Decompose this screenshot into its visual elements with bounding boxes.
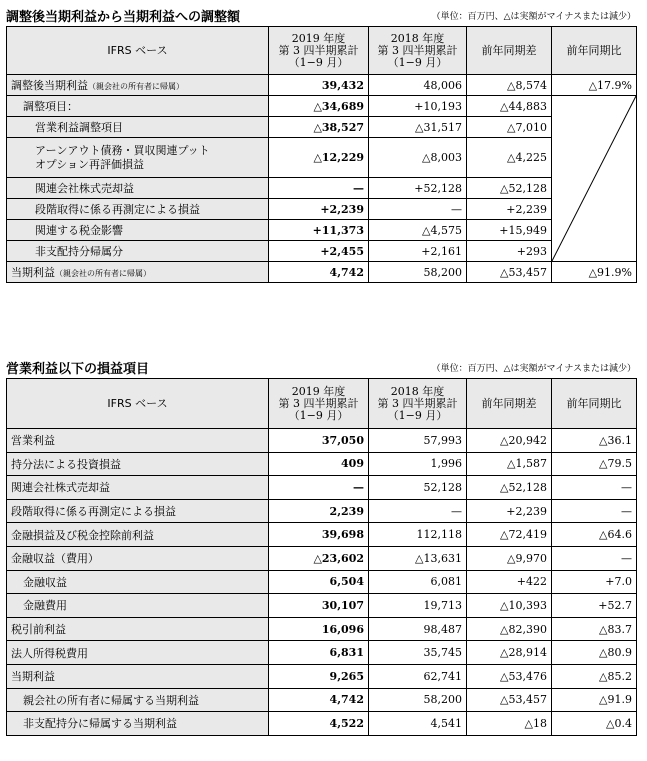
value-2018: 57,993 [369,429,467,453]
non-operating-section [6,356,636,736]
table-row [7,199,637,220]
row-label: 法人所得税費用 [7,641,269,665]
value-2019: 6,831 [269,641,369,665]
value-diff: △44,883 [467,96,552,117]
table-row [7,96,637,117]
value-2018: 1,996 [369,452,467,476]
row-label: 持分法による投資損益 [7,452,269,476]
value-2019: 30,107 [269,594,369,618]
table-row [7,117,637,138]
value-2019: 4,742 [269,262,369,283]
diagonal-cell [552,96,637,262]
row-label: 非支配持分帰属分 [7,241,269,262]
value-diff: +15,949 [467,220,552,241]
row-label: 営業利益 [7,429,269,453]
table-header-row [7,379,637,429]
value-2018: 62,741 [369,664,467,688]
value-2019: △34,689 [269,96,369,117]
header-2018: 2018 年度 第 3 四半期累計 （1−9 月） [369,379,467,429]
value-2018: 58,200 [369,262,467,283]
value-diff: △18 [467,712,552,736]
row-label: 非支配持分に帰属する当期利益 [7,712,269,736]
value-2019: 6,504 [269,570,369,594]
value-ratio: △17.9% [552,75,637,96]
value-2019: 39,432 [269,75,369,96]
table-row [7,712,637,736]
table-row [7,241,637,262]
table-row [7,594,637,618]
table-row [7,138,637,178]
value-2019: 4,742 [269,688,369,712]
header-2019: 2019 年度 第 3 四半期累計 （1−9 月） [269,379,369,429]
value-ratio: +52.7 [552,594,637,618]
header-2018: 2018 年度 第 3 四半期累計 （1−9 月） [369,27,467,75]
table-row [7,499,637,523]
header-ifrs: IFRS ベース [7,379,269,429]
header-2019: 2019 年度 第 3 四半期累計 （1−9 月） [269,27,369,75]
unit-note: （単位：百万円、△は実額がマイナスまたは減少） [431,364,636,374]
row-label: 調整項目： [7,96,269,117]
value-2018: △8,003 [369,138,467,178]
row-label: 当期利益（親会社の所有者に帰属） [7,262,269,283]
section-header [6,356,636,378]
value-2018: 4,541 [369,712,467,736]
value-2018: △31,517 [369,117,467,138]
value-diff: +2,239 [467,499,552,523]
value-2019: 16,096 [269,617,369,641]
table-row [7,688,637,712]
header-ratio: 前年同期比 [552,27,637,75]
value-diff: △53,457 [467,262,552,283]
value-diff: △53,476 [467,664,552,688]
value-ratio: △36.1 [552,429,637,453]
value-ratio: △79.5 [552,452,637,476]
table-row [7,452,637,476]
value-diff: +293 [467,241,552,262]
row-label: 金融費用 [7,594,269,618]
value-diff: △52,128 [467,476,552,500]
value-diff: △82,390 [467,617,552,641]
section-title: 調整後当期利益から当期利益への調整額 [6,10,241,25]
value-diff: △4,225 [467,138,552,178]
table-row [7,75,637,96]
value-ratio: △0.4 [552,712,637,736]
table-row [7,641,637,665]
value-diff: △1,587 [467,452,552,476]
value-2019: 39,698 [269,523,369,547]
section-title: 営業利益以下の損益項目 [6,362,150,377]
row-label: 親会社の所有者に帰属する当期利益 [7,688,269,712]
value-ratio: — [552,476,637,500]
row-label: 金融収益（費用） [7,546,269,570]
value-2019: △23,602 [269,546,369,570]
value-ratio: — [552,546,637,570]
value-2019: 37,050 [269,429,369,453]
value-diff: △72,419 [467,523,552,547]
value-2019: △38,527 [269,117,369,138]
value-diff: +2,239 [467,199,552,220]
value-2019: 409 [269,452,369,476]
value-diff: △7,010 [467,117,552,138]
table-row [7,570,637,594]
value-2018: 19,713 [369,594,467,618]
value-ratio: △80.9 [552,641,637,665]
value-2019: +11,373 [269,220,369,241]
value-2018: 35,745 [369,641,467,665]
value-2018: 52,128 [369,476,467,500]
value-ratio: △91.9 [552,688,637,712]
value-diff: △20,942 [467,429,552,453]
value-2019: +2,239 [269,199,369,220]
row-label: 金融損益及び税金控除前利益 [7,523,269,547]
adjustment-table [6,26,637,283]
row-label: 調整後当期利益（親会社の所有者に帰属） [7,75,269,96]
value-ratio: △91.9% [552,262,637,283]
row-label: 金融収益 [7,570,269,594]
value-diff: △10,393 [467,594,552,618]
value-2019: +2,455 [269,241,369,262]
header-ratio: 前年同期比 [552,379,637,429]
value-diff: △8,574 [467,75,552,96]
row-label: 段階取得に係る再測定による損益 [7,499,269,523]
value-ratio: △83.7 [552,617,637,641]
table-row [7,664,637,688]
value-ratio: △85.2 [552,664,637,688]
value-2018: +52,128 [369,178,467,199]
value-ratio: +7.0 [552,570,637,594]
header-diff: 前年同期差 [467,27,552,75]
value-ratio: △64.6 [552,523,637,547]
value-2019: — [269,476,369,500]
value-2018: 98,487 [369,617,467,641]
table-header-row [7,27,637,75]
value-diff: △9,970 [467,546,552,570]
value-diff: △52,128 [467,178,552,199]
row-label: 関連会社株式売却益 [7,476,269,500]
value-2019: — [269,178,369,199]
diagonal-line [552,96,636,261]
row-label: 段階取得に係る再測定による損益 [7,199,269,220]
row-label: 税引前利益 [7,617,269,641]
table-row [7,262,637,283]
value-2019: 9,265 [269,664,369,688]
table-row [7,220,637,241]
value-2018: △4,575 [369,220,467,241]
row-label: 営業利益調整項目 [7,117,269,138]
row-label: アーンアウト債務・買収関連プット オプション再評価損益 [7,138,269,178]
value-2018: △13,631 [369,546,467,570]
value-diff: +422 [467,570,552,594]
table-row [7,546,637,570]
value-2018: +10,193 [369,96,467,117]
row-label: 当期利益 [7,664,269,688]
value-2018: — [369,199,467,220]
value-2018: — [369,499,467,523]
value-2019: 2,239 [269,499,369,523]
header-diff: 前年同期差 [467,379,552,429]
value-2018: +2,161 [369,241,467,262]
unit-note: （単位：百万円、△は実額がマイナスまたは減少） [431,12,636,22]
table-row [7,523,637,547]
section-header [6,4,636,26]
income-items-table [6,378,637,736]
table-row [7,429,637,453]
value-2019: 4,522 [269,712,369,736]
value-2018: 48,006 [369,75,467,96]
value-2018: 6,081 [369,570,467,594]
row-label: 関連会社株式売却益 [7,178,269,199]
table-row [7,617,637,641]
value-2019: △12,229 [269,138,369,178]
adjustment-section [6,4,636,283]
row-label: 関連する税金影響 [7,220,269,241]
value-2018: 58,200 [369,688,467,712]
value-ratio: — [552,499,637,523]
table-row [7,476,637,500]
header-ifrs: IFRS ベース [7,27,269,75]
value-2018: 112,118 [369,523,467,547]
table-row [7,178,637,199]
value-diff: △53,457 [467,688,552,712]
value-diff: △28,914 [467,641,552,665]
